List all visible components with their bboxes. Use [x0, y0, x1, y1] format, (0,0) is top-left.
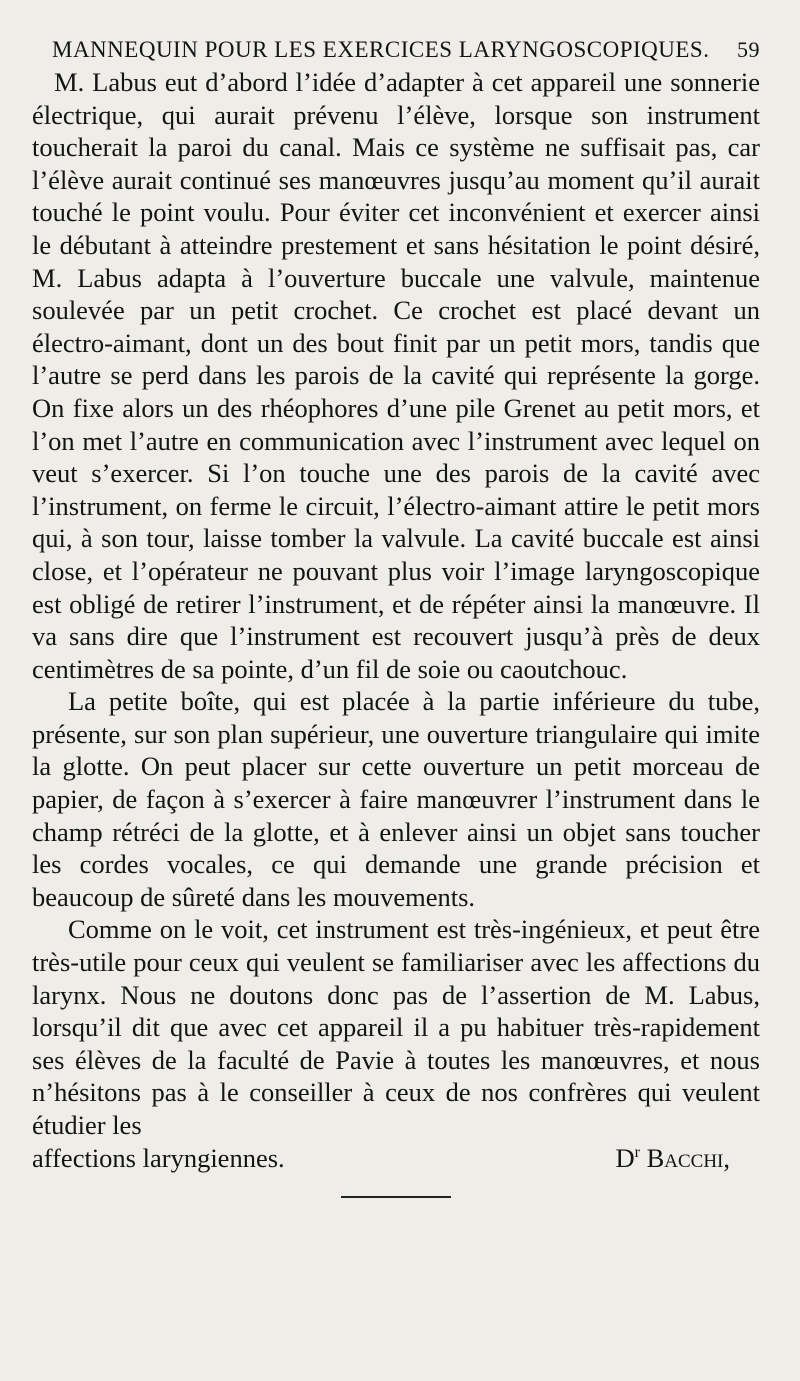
running-head-title: MANNEQUIN POUR LES EXERCICES LARYNGOSCOPIQUES. [52, 37, 710, 62]
author-signature [615, 1142, 760, 1175]
running-head [52, 36, 760, 64]
paragraph-1: M. Labus eut d’abord l’idée d’adapter à cet appareil une sonnerie électrique, qui aurait prévenu l’élève, lorsque son instrument toucherait la paroi du canal. Mais ce système ne suffisait pas, car l’élève aurait continué ses manœuvres jusqu’au moment qu’il aurait touché le point voulu. Pour éviter cet inconvénient et exercer ainsi le débutant à atteindre prestement et sans hésitation le point désiré, M. Labus adapta à l’ouverture buccale une valvule, maintenue soulevée par un petit crochet. Ce crochet est placé devant un électro-aimant, dont un des bout finit par un petit mors, tandis que l’autre se perd dans les parois de la cavité qui représente la gorge. On fixe alors un des rhéophores d’une pile Grenet au petit mors, et l’on met l’autre en communication avec l’instrument avec lequel on veut s’exercer. Si l’on touche une des parois de la cavité avec l’instrument, on ferme le circuit, l’électro-aimant attire le petit mors qui, à son tour, laisse tomber la valvule. La cavité buccale est ainsi close, et l’opérateur ne pouvant plus voir l’image laryngoscopique est obligé de retirer l’instrument, et de répéter ainsi la manœuvre. Il va sans dire que l’instrument est recouvert jusqu’à près de deux centimètres de sa pointe, d’un fil de soie ou caoutchouc. [32, 67, 760, 684]
signature-superscript: r [634, 1143, 640, 1161]
page-number: 59 [737, 37, 760, 62]
closing-text: affections laryngiennes. [32, 1142, 285, 1173]
paragraph-3: Comme on le voit, cet instrument est très-ingénieux, et peut être très-utile pour ceux qui veulent se familiariser avec les affections du larynx. Nous ne doutons donc pas de l’assertion de M. Labus, lorsqu’il dit que avec cet appareil il a pu habituer très-rapidement ses élèves de la faculté de Pavie à toutes les manœuvres, et nous n’hésitons pas à le conseiller à ceux de nos confrères qui veulent étudier les [32, 914, 760, 1140]
paragraph-2: La petite boîte, qui est placée à la partie inférieure du tube, présente, sur son plan supérieur, une ouverture triangulaire qui imite la glotte. On peut placer sur cette ouverture un petit morceau de papier, de façon à s’exercer à faire manœuvrer l’instrument dans le champ rétréci de la glotte, et à enlever ainsi un objet sans toucher les cordes vocales, ce qui demande une grande précision et beaucoup de sûreté dans les mouvements. [32, 686, 760, 912]
closing-line [32, 1142, 760, 1175]
signature-prefix: D [615, 1142, 635, 1173]
body-text [32, 66, 760, 1142]
signature-name: Bacchi, [646, 1142, 730, 1173]
closing-rule [341, 1196, 451, 1198]
